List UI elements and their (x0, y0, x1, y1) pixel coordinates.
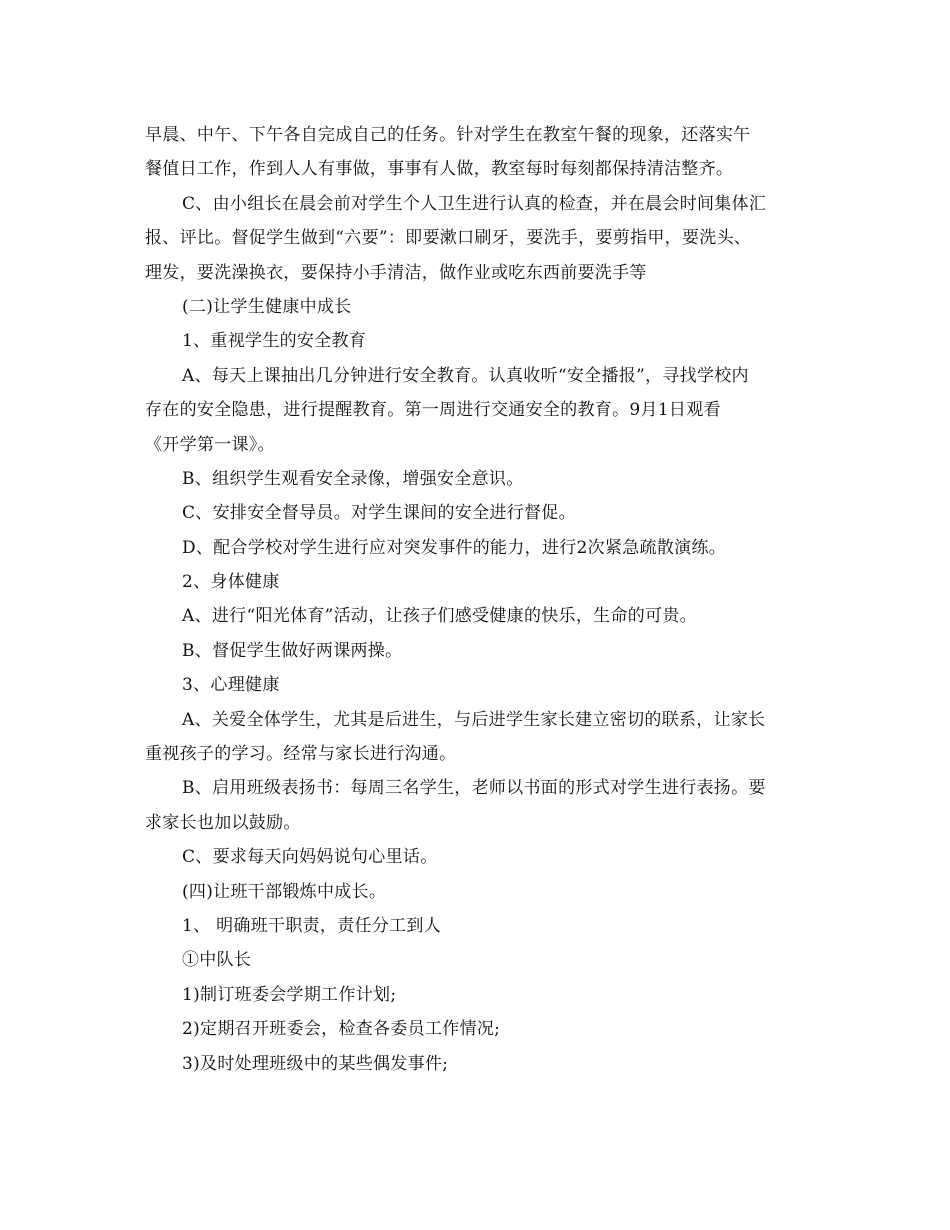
subsection-heading: 3、心理健康 (182, 675, 280, 696)
text-line: 存在的安全隐患，进行提醒教育。第一周进行交通安全的教育。9月1日观看 (145, 400, 721, 421)
section-heading: (四)让班干部锻炼中成长。 (182, 881, 387, 902)
text-line: 报、评比。督促学生做到“六要”：即要漱口刷牙，要洗手，要剪指甲，要洗头、 (145, 228, 752, 249)
text-line: C、由小组长在晨会前对学生个人卫生进行认真的检查，并在晨会时间集体汇 (182, 193, 767, 214)
role-heading: ①中队长 (182, 950, 252, 971)
text-line: 早晨、中午、下午各自完成自己的任务。针对学生在教室午餐的现象，还落实午 (145, 125, 751, 145)
text-line: C、要求每天向妈妈说句心里话。 (182, 847, 438, 868)
text-line: D、配合学校对学生进行应对突发事件的能力，进行2次紧急疏散演练。 (182, 537, 727, 558)
text-line: B、组织学生观看安全录像，增强安全意识。 (182, 468, 524, 489)
text-line: 理发，要洗澡换衣，要保持小手清洁，做作业或吃东西前要洗手等 (145, 262, 647, 283)
list-item: 3)及时处理班级中的某些偶发事件; (182, 1053, 449, 1074)
list-item: 1)制订班委会学期工作计划; (182, 984, 397, 1005)
text-line: 重视孩子的学习。经常与家长进行沟通。 (145, 744, 457, 765)
text-line: A、进行“阳光体育”活动，让孩子们感受健康的快乐，生命的可贵。 (182, 606, 697, 627)
text-line: B、启用班级表扬书：每周三名学生，老师以书面的形式对学生进行表扬。要 (182, 778, 766, 799)
document-body (145, 118, 815, 1081)
text-line: C、安排安全督导员。对学生课间的安全进行督促。 (182, 503, 576, 524)
text-line: B、督促学生做好两课两操。 (182, 640, 403, 661)
subsection-heading: 2、身体健康 (182, 572, 280, 593)
subsection-heading: 1、 明确班干职责，责任分工到人 (182, 915, 442, 936)
section-heading: (二)让学生健康中成长 (182, 296, 352, 317)
text-line: 求家长也加以鼓励。 (145, 812, 301, 833)
text-line: 《开学第一课》。 (145, 434, 275, 455)
subsection-heading: 1、重视学生的安全教育 (182, 331, 367, 352)
text-line: 餐值日工作，作到人人有事做，事事有人做，教室每时每刻都保持清洁整齐。 (145, 159, 734, 180)
list-item: 2)定期召开班委会，检查各委员工作情况; (182, 1019, 501, 1040)
text-line: A、关爱全体学生，尤其是后进生，与后进学生家长建立密切的联系，让家长 (182, 709, 766, 730)
text-line: A、每天上课抽出几分钟进行安全教育。认真收听“安全播报”，寻找学校内 (182, 365, 749, 386)
